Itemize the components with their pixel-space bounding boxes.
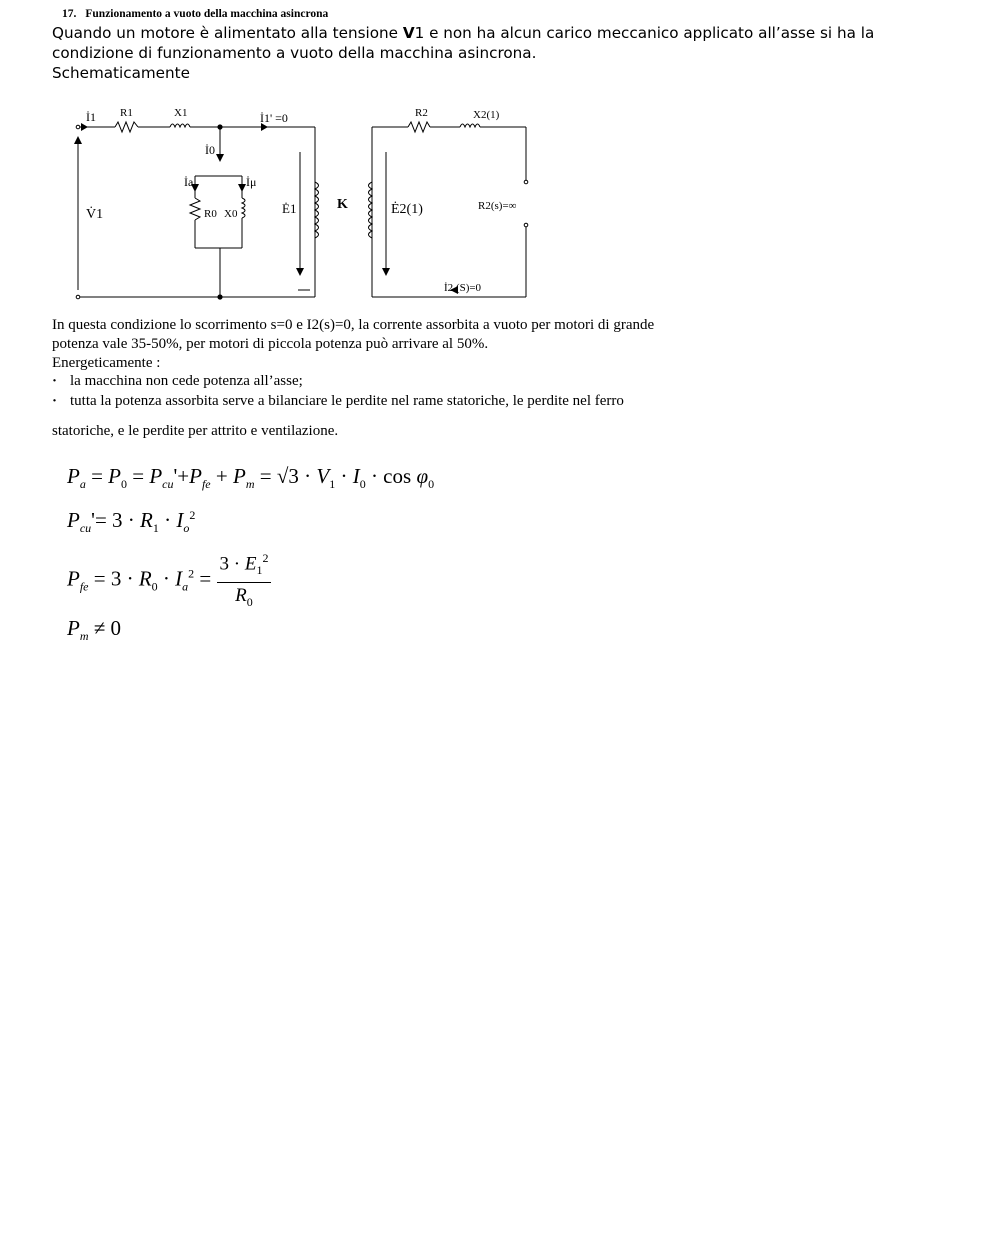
- label-x2: X2(1): [473, 109, 500, 121]
- bullet-text: tutta la potenza assorbita serve a bilanciare le perdite nel rame statoriche, le perdite nel ferro: [70, 393, 624, 409]
- section-heading: [62, 8, 328, 20]
- label-e1: Ė1: [282, 201, 297, 216]
- paragraph-line-1: In questa condizione lo scorrimento s=0 e I2(s)=0, la corrente assorbita a vuoto per motori di grande: [52, 317, 655, 333]
- label-r0: R0: [204, 208, 217, 220]
- bullet-dot: ·: [52, 393, 58, 409]
- equivalent-circuit-diagram: [70, 100, 540, 310]
- label-x1: X1: [174, 107, 188, 119]
- paragraph-line-2: potenza vale 35-50%, per motori di piccola potenza può arrivare al 50%.: [52, 336, 489, 352]
- label-r2s: R2(s)=∞: [478, 200, 517, 212]
- intro-text-1: Quando un motore è alimentato alla tensione: [52, 24, 403, 42]
- label-i1-prime: İ1' =0: [260, 111, 288, 125]
- label-i0: İ0: [205, 143, 215, 157]
- schematic-label: Schematicamente: [52, 64, 190, 82]
- label-i2s: İ2 (S)=0: [444, 282, 482, 294]
- intro-paragraph: [52, 23, 952, 63]
- intro-text-2: 1 e non ha alcun carico meccanico applicato all’asse si ha la condizione di funzionamento a vuoto della macchina asincrona.: [52, 24, 875, 62]
- section-title: Funzionamento a vuoto della macchina asincrona: [85, 8, 329, 20]
- label-r2: R2: [415, 107, 428, 119]
- bullet-item: [52, 373, 303, 390]
- intro-bold-v: V: [402, 24, 415, 42]
- paragraph-continuation: statoriche, e le perdite per attrito e ventilazione.: [52, 423, 339, 439]
- bullet-item: [52, 393, 624, 410]
- bullet-dot: ·: [52, 373, 58, 389]
- label-v1: V̇1: [86, 207, 104, 222]
- equation-mechanical-loss: $P_m \ne 0$: [67, 616, 122, 644]
- equation-copper-loss: $P_{cu}'= 3 \cdot R_1 \cdot I_o^2$: [67, 508, 196, 536]
- paragraph-line-3: Energeticamente :: [52, 355, 161, 371]
- equation-total-power: $P_a = P_0 = P_{cu}'+P_{fe} + P_m = √3 \cdot V_1 \cdot I_0 \cdot \cos \varphi_0$: [67, 464, 435, 492]
- label-i1: İ1: [86, 110, 96, 124]
- label-ia: İa: [184, 175, 194, 189]
- label-r1: R1: [120, 107, 133, 119]
- bullet-text: la macchina non cede potenza all’asse;: [70, 373, 303, 389]
- equation-iron-loss: $P_{fe} = 3 \cdot R_0 \cdot I_a^2$ = $\frac{3 \cdot E_1^2}{R_0}$: [67, 546, 271, 615]
- label-k: K: [337, 197, 348, 212]
- label-imu: İμ: [246, 175, 257, 189]
- label-e2: Ė2(1): [391, 202, 423, 217]
- fraction: $\frac{3 \cdot E_1^2}{R_0}$: [217, 546, 272, 615]
- section-number: 17.: [62, 8, 77, 20]
- label-x0: X0: [224, 208, 238, 220]
